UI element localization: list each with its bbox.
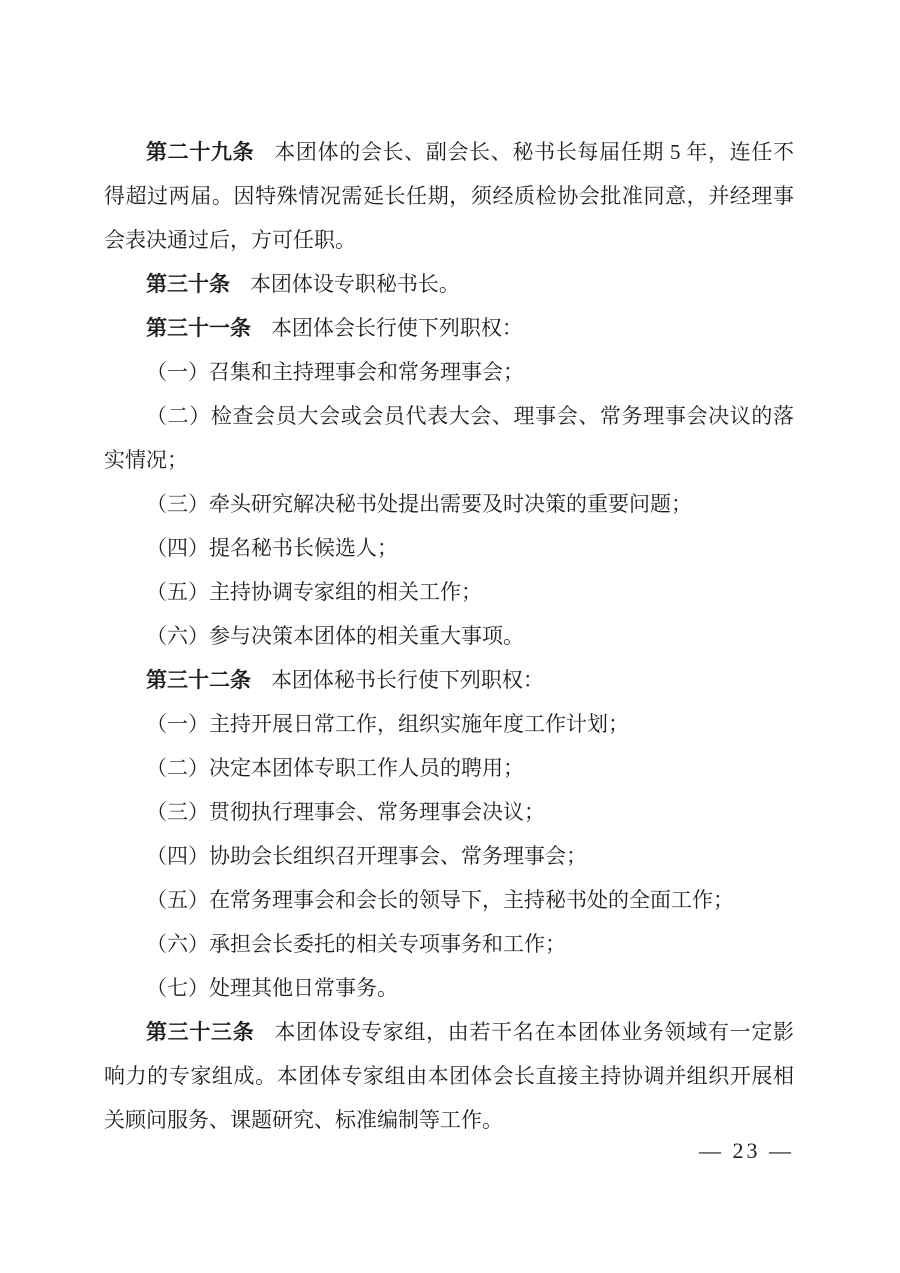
article-text: 本团体的会长、副会长、秘书长每届任期 5 年，连任不得超过两届。因特殊情况需延长任期，须经质检协会批准同意，并经理事会表决通过后，方可任职。 [104, 140, 795, 252]
clause-paragraph [104, 570, 794, 614]
article-number: 第二十九条 [146, 140, 255, 164]
article-number: 第三十条 [146, 272, 230, 296]
article-number: 第三十二条 [146, 668, 251, 692]
clause-text: （一）主持开展日常工作，组织实施年度工作计划； [146, 712, 629, 736]
clause-paragraph [104, 614, 794, 658]
article-paragraph-30 [104, 262, 794, 306]
clause-text: （五）在常务理事会和会长的领导下，主持秘书处的全面工作； [146, 888, 734, 912]
clause-paragraph [104, 922, 794, 966]
article-text: 本团体会长行使下列职权： [270, 316, 523, 340]
clause-text: （三）贯彻执行理事会、常务理事会决议； [146, 800, 545, 824]
clause-text: （七）处理其他日常事务。 [146, 976, 398, 1000]
article-paragraph-33 [104, 1010, 794, 1142]
clause-text: （一）召集和主持理事会和常务理事会； [146, 360, 524, 384]
clause-text: （二）决定本团体专职工作人员的聘用； [146, 756, 524, 780]
article-number: 第三十一条 [146, 316, 251, 340]
clause-text: （四）提名秘书长候选人； [146, 536, 398, 560]
clause-paragraph [104, 834, 794, 878]
clause-paragraph [104, 878, 794, 922]
clause-text: （二）检查会员大会或会员代表大会、理事会、常务理事会决议的落实情况； [104, 404, 794, 472]
clause-paragraph [104, 790, 794, 834]
clause-text: （六）参与决策本团体的相关重大事项。 [146, 624, 524, 648]
clause-text: （六）承担会长委托的相关专项事务和工作； [146, 932, 566, 956]
clause-paragraph [104, 746, 794, 790]
article-paragraph-29 [104, 130, 794, 262]
article-text: 本团体设专家组，由若干名在本团体业务领域有一定影响力的专家组成。本团体专家组由本团体会长直接主持协调并组织开展相关顾问服务、课题研究、标准编制等工作。 [104, 1020, 795, 1132]
clause-paragraph [104, 350, 794, 394]
clause-text: （四）协助会长组织召开理事会、常务理事会； [146, 844, 587, 868]
clause-paragraph [104, 966, 794, 1010]
article-text: 本团体秘书长行使下列职权： [270, 668, 544, 692]
clause-paragraph [104, 394, 794, 482]
clause-text: （五）主持协调专家组的相关工作； [146, 580, 482, 604]
article-text: 本团体设专职秘书长。 [249, 272, 460, 296]
article-number: 第三十三条 [146, 1020, 255, 1044]
clause-paragraph [104, 482, 794, 526]
page-number: — 23 — [699, 1138, 794, 1163]
article-paragraph-32 [104, 658, 794, 702]
article-paragraph-31 [104, 306, 794, 350]
clause-text: （三）牵头研究解决秘书处提出需要及时决策的重要问题； [146, 492, 692, 516]
clause-paragraph [104, 526, 794, 570]
document-body [104, 130, 794, 1142]
clause-paragraph [104, 702, 794, 746]
